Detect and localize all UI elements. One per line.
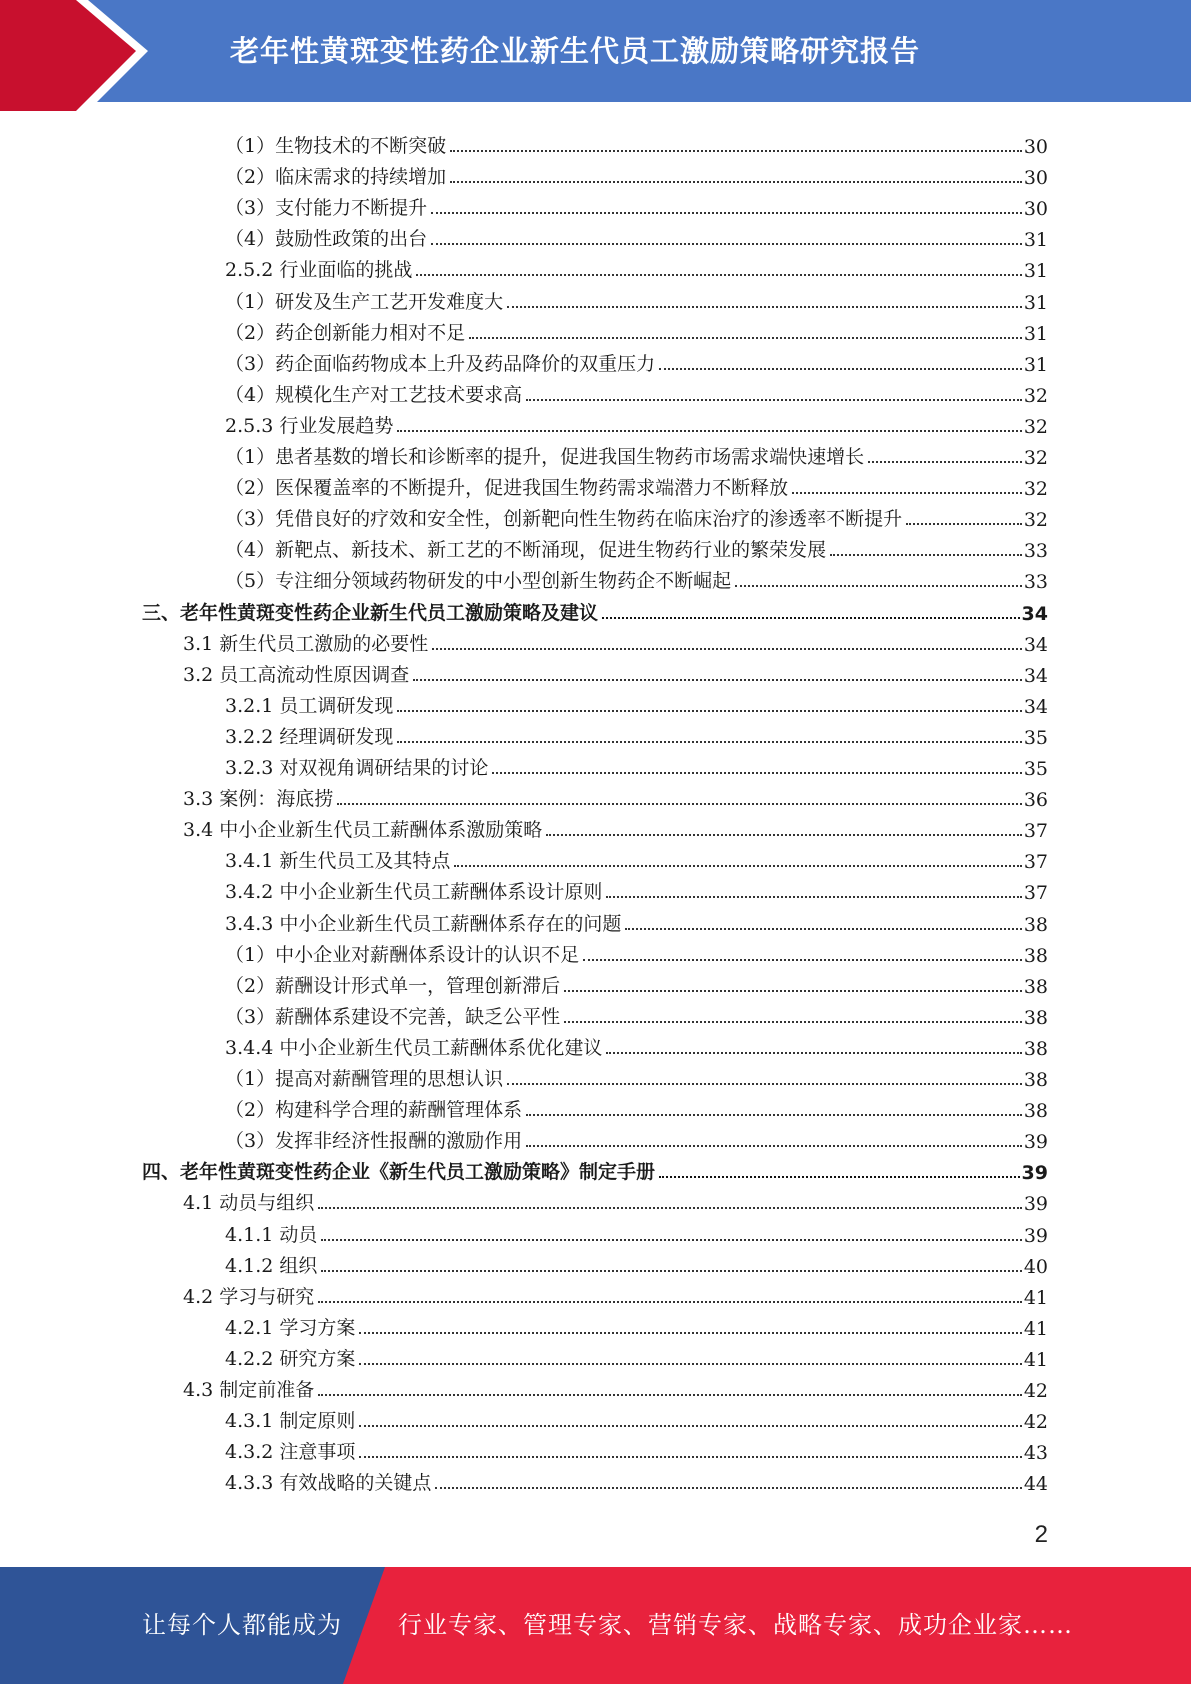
- toc-entry[interactable]: [225, 1091, 1048, 1122]
- toc-entry[interactable]: [225, 251, 1048, 282]
- toc-leader-dots: [454, 865, 1021, 867]
- toc-entry[interactable]: [225, 283, 1048, 314]
- toc-entry-label: 3.4 中小企业新生代员工薪酬体系激励策略: [183, 819, 543, 842]
- toc-leader-dots: [583, 959, 1022, 961]
- toc-entry[interactable]: [225, 1060, 1048, 1091]
- toc-entry[interactable]: [225, 158, 1048, 189]
- toc-leader-dots: [450, 150, 1022, 152]
- toc-entry-label: （4）鼓励性政策的出台: [225, 228, 428, 251]
- toc-entry-page: 31: [1023, 353, 1048, 376]
- toc-entry-page: 43: [1023, 1442, 1048, 1465]
- toc-leader-dots: [337, 803, 1022, 805]
- toc-leader-dots: [526, 1145, 1022, 1147]
- toc-entry-page: 39: [1023, 1131, 1048, 1154]
- toc-entry-label: 3.2.2 经理调研发现: [225, 725, 394, 748]
- toc-entry[interactable]: [225, 376, 1048, 407]
- toc-entry-page: 34: [1023, 664, 1048, 687]
- toc-entry[interactable]: [225, 842, 1048, 873]
- toc-leader-dots: [792, 492, 1022, 494]
- page-number: 2: [1034, 1521, 1048, 1548]
- page-header: [0, 0, 1191, 111]
- toc-entry[interactable]: [225, 1029, 1048, 1060]
- toc-entry-page: 37: [1023, 882, 1048, 905]
- toc-entry[interactable]: [225, 873, 1048, 904]
- toc-leader-dots: [735, 585, 1022, 587]
- toc-entry-page: 42: [1023, 1411, 1048, 1434]
- toc-entry[interactable]: [225, 189, 1048, 220]
- toc-entry[interactable]: [142, 1153, 1048, 1184]
- toc-entry-page: 34: [1021, 602, 1048, 625]
- footer-slogan-left: 让每个人都能成为: [142, 1611, 342, 1639]
- toc-leader-dots: [359, 1456, 1021, 1458]
- toc-entry-page: 31: [1023, 229, 1048, 252]
- toc-entry-page: 41: [1023, 1348, 1048, 1371]
- toc-entry[interactable]: [225, 438, 1048, 469]
- toc-entry-page: 38: [1023, 944, 1048, 967]
- report-title: 老年性黄斑变性药企业新生代员工激励策略研究报告: [230, 34, 921, 68]
- toc-entry-label: （3）支付能力不断提升: [225, 197, 428, 220]
- toc-entry-label: 三、老年性黄斑变性药企业新生代员工激励策略及建议: [142, 601, 599, 624]
- toc-entry-page: 31: [1023, 260, 1048, 283]
- toc-leader-dots: [564, 990, 1022, 992]
- toc-entry[interactable]: [183, 1371, 1048, 1402]
- toc-entry-label: 四、老年性黄斑变性药企业《新生代员工激励策略》制定手册: [142, 1161, 656, 1184]
- toc-entry-page: 41: [1023, 1317, 1048, 1340]
- toc-entry[interactable]: [225, 1216, 1048, 1247]
- toc-entry-page: 30: [1023, 136, 1048, 158]
- toc-entry-label: 4.1.2 组织: [225, 1254, 318, 1277]
- toc-leader-dots: [492, 772, 1021, 774]
- toc-entry-page: 37: [1023, 820, 1048, 843]
- toc-entry[interactable]: [225, 936, 1048, 967]
- toc-entry-label: （5）专注细分领域药物研发的中小型创新生物药企不断崛起: [225, 570, 732, 593]
- toc-entry-page: 35: [1023, 726, 1048, 749]
- toc-entry[interactable]: [225, 1340, 1048, 1371]
- toc-entry[interactable]: [183, 656, 1048, 687]
- toc-entry-label: （2）构建科学合理的薪酬管理体系: [225, 1099, 523, 1122]
- toc-leader-dots: [469, 337, 1022, 339]
- toc-entry-label: 4.2 学习与研究: [183, 1285, 315, 1308]
- toc-leader-dots: [318, 1394, 1022, 1396]
- toc-entry-label: 4.2.2 研究方案: [225, 1347, 356, 1370]
- toc-entry[interactable]: [225, 1402, 1048, 1433]
- toc-entry[interactable]: [183, 780, 1048, 811]
- toc-entry-page: 38: [1023, 975, 1048, 998]
- toc-entry-label: （2）药企创新能力相对不足: [225, 321, 466, 344]
- toc-entry-page: 30: [1023, 167, 1048, 190]
- toc-leader-dots: [318, 1207, 1022, 1209]
- toc-entry[interactable]: [225, 220, 1048, 251]
- toc-leader-dots: [602, 617, 1020, 619]
- toc-leader-dots: [318, 1301, 1022, 1303]
- toc-entry-page: 33: [1023, 540, 1048, 563]
- toc-entry-page: 38: [1023, 1069, 1048, 1091]
- toc-entry-page: 33: [1023, 571, 1048, 594]
- toc-leader-dots: [359, 1363, 1021, 1365]
- toc-entry-page: 34: [1023, 695, 1048, 718]
- toc-entry[interactable]: [225, 562, 1048, 593]
- toc-entry-label: （1）生物技术的不断突破: [225, 135, 447, 157]
- toc-entry[interactable]: [225, 905, 1048, 936]
- toc-entry-label: （1）患者基数的增长和诊断率的提升，促进我国生物药市场需求端快速增长: [225, 446, 865, 468]
- toc-entry-label: （2）临床需求的持续增加: [225, 166, 447, 189]
- toc-entry-label: （4）规模化生产对工艺技术要求高: [225, 383, 523, 406]
- toc-entry-page: 35: [1023, 758, 1048, 780]
- toc-entry-label: （1）研发及生产工艺开发难度大: [225, 290, 504, 313]
- toc-entry-label: 3.4.4 中小企业新生代员工薪酬体系优化建议: [225, 1036, 603, 1059]
- toc-entry[interactable]: [225, 1247, 1048, 1278]
- toc-entry-page: 38: [1023, 1100, 1048, 1123]
- toc-entry-label: 3.4.2 中小企业新生代员工薪酬体系设计原则: [225, 881, 603, 904]
- toc-entry-label: 3.4.1 新生代员工及其特点: [225, 850, 451, 873]
- toc-entry[interactable]: [225, 687, 1048, 718]
- toc-entry-label: 4.3.2 注意事项: [225, 1441, 356, 1464]
- toc-leader-dots: [564, 1021, 1022, 1023]
- toc-leader-dots: [321, 1239, 1021, 1241]
- toc-entry-page: 37: [1023, 851, 1048, 874]
- toc-entry[interactable]: [225, 1464, 1048, 1495]
- toc-entry-label: 4.3 制定前准备: [183, 1379, 315, 1401]
- toc-leader-dots: [416, 274, 1021, 276]
- toc-entry-label: （1）中小企业对薪酬体系设计的认识不足: [225, 943, 580, 966]
- toc-entry[interactable]: [225, 127, 1048, 158]
- toc-entry[interactable]: [225, 1433, 1048, 1464]
- toc-leader-dots: [431, 243, 1022, 245]
- toc-entry[interactable]: [225, 407, 1048, 438]
- toc-entry[interactable]: [183, 811, 1048, 842]
- toc-leader-dots: [397, 710, 1021, 712]
- page-footer: [0, 1567, 1191, 1684]
- toc-leader-dots: [413, 679, 1022, 681]
- toc-entry-label: 3.4.3 中小企业新生代员工薪酬体系存在的问题: [225, 912, 622, 935]
- toc-entry-page: 36: [1023, 789, 1048, 812]
- toc-entry[interactable]: [225, 998, 1048, 1029]
- toc-entry-page: 32: [1023, 478, 1048, 501]
- toc-entry-page: 38: [1023, 1037, 1048, 1060]
- toc-leader-dots: [507, 1083, 1022, 1085]
- toc-leader-dots: [431, 212, 1022, 214]
- toc-entry-label: 4.1.1 动员: [225, 1223, 318, 1246]
- toc-leader-dots: [450, 181, 1022, 183]
- toc-entry-page: 41: [1023, 1286, 1048, 1309]
- toc-entry[interactable]: [225, 314, 1048, 345]
- toc-leader-dots: [526, 399, 1022, 401]
- footer-slogan-right: 行业专家、管理专家、营销专家、战略专家、成功企业家……: [398, 1611, 1073, 1639]
- toc-entry-label: （3）薪酬体系建设不完善，缺乏公平性: [225, 1005, 561, 1028]
- toc-leader-dots: [830, 554, 1022, 556]
- toc-entry-label: 3.2.1 员工调研发现: [225, 694, 394, 717]
- toc-entry-page: 44: [1023, 1473, 1048, 1496]
- toc-entry[interactable]: [183, 1278, 1048, 1309]
- toc-entry-page: 39: [1023, 1193, 1048, 1216]
- toc-entry-label: （3）凭借良好的疗效和安全性，创新靶向性生物药在临床治疗的渗透率不断提升: [225, 508, 903, 531]
- toc-leader-dots: [526, 1114, 1022, 1116]
- toc-leader-dots: [868, 461, 1022, 463]
- toc-entry[interactable]: [225, 967, 1048, 998]
- toc-entry[interactable]: [183, 1184, 1048, 1215]
- toc-entry-page: 42: [1023, 1380, 1048, 1402]
- toc-entry-label: 3.2.3 对双视角调研结果的讨论: [225, 757, 489, 779]
- toc-leader-dots: [606, 1052, 1021, 1054]
- toc-leader-dots: [432, 648, 1022, 650]
- toc-entry-page: 39: [1021, 1162, 1048, 1185]
- toc-leader-dots: [507, 306, 1022, 308]
- toc-entry-page: 31: [1023, 291, 1048, 314]
- toc-entry[interactable]: [225, 1122, 1048, 1153]
- toc-entry-page: 32: [1023, 384, 1048, 407]
- toc-entry[interactable]: [225, 469, 1048, 500]
- toc-leader-dots: [659, 368, 1022, 370]
- toc-leader-dots: [321, 1270, 1021, 1272]
- toc-entry-page: 38: [1023, 913, 1048, 936]
- toc-entry-label: 3.2 员工高流动性原因调查: [183, 663, 410, 686]
- toc-entry[interactable]: [225, 718, 1048, 749]
- toc-entry-page: 32: [1023, 415, 1048, 438]
- toc-entry-label: 2.5.2 行业面临的挑战: [225, 259, 413, 282]
- toc-leader-dots: [906, 523, 1022, 525]
- toc-leader-dots: [435, 1487, 1021, 1489]
- toc-entry-label: （3）发挥非经济性报酬的激励作用: [225, 1130, 523, 1153]
- toc-entry-label: 3.3 案例：海底捞: [183, 788, 334, 811]
- toc-entry-label: 4.3.1 制定原则: [225, 1410, 356, 1433]
- toc-leader-dots: [546, 834, 1022, 836]
- toc-entry[interactable]: [225, 345, 1048, 376]
- toc-entry[interactable]: [183, 625, 1048, 656]
- toc-entry-page: 39: [1023, 1224, 1048, 1247]
- toc-leader-dots: [397, 741, 1021, 743]
- toc-entry-label: 4.1 动员与组织: [183, 1192, 315, 1215]
- toc-entry-page: 32: [1023, 509, 1048, 532]
- toc-entry-label: 2.5.3 行业发展趋势: [225, 414, 394, 437]
- toc-leader-dots: [397, 430, 1021, 432]
- toc-entry-label: 4.3.3 有效战略的关键点: [225, 1472, 432, 1495]
- toc-entry-label: （4）新靶点、新技术、新工艺的不断涌现，促进生物药行业的繁荣发展: [225, 539, 827, 562]
- toc-entry[interactable]: [225, 500, 1048, 531]
- toc-entry-page: 30: [1023, 198, 1048, 221]
- toc-entry-label: （3）药企面临药物成本上升及药品降价的双重压力: [225, 352, 656, 375]
- toc-entry-label: 3.1 新生代员工激励的必要性: [183, 632, 429, 655]
- toc-entry-label: （1）提高对薪酬管理的思想认识: [225, 1068, 504, 1090]
- toc-entry-page: 31: [1023, 322, 1048, 345]
- toc-entry-page: 34: [1023, 633, 1048, 656]
- toc-entry-page: 32: [1023, 447, 1048, 469]
- toc-entry-page: 40: [1023, 1255, 1048, 1278]
- toc-leader-dots: [359, 1425, 1021, 1427]
- toc-entry-page: 38: [1023, 1006, 1048, 1029]
- toc-leader-dots: [625, 928, 1021, 930]
- toc-entry[interactable]: [142, 594, 1048, 625]
- toc-leader-dots: [359, 1332, 1021, 1334]
- toc-leader-dots: [659, 1176, 1020, 1178]
- toc-entry[interactable]: [225, 531, 1048, 562]
- toc-entry[interactable]: [225, 749, 1048, 780]
- toc-entry-label: （2）医保覆盖率的不断提升，促进我国生物药需求端潜力不断释放: [225, 477, 789, 500]
- toc-leader-dots: [606, 896, 1021, 898]
- toc-entry-label: 4.2.1 学习方案: [225, 1316, 356, 1339]
- toc-entry[interactable]: [225, 1309, 1048, 1340]
- toc-entry-label: （2）薪酬设计形式单一，管理创新滞后: [225, 974, 561, 997]
